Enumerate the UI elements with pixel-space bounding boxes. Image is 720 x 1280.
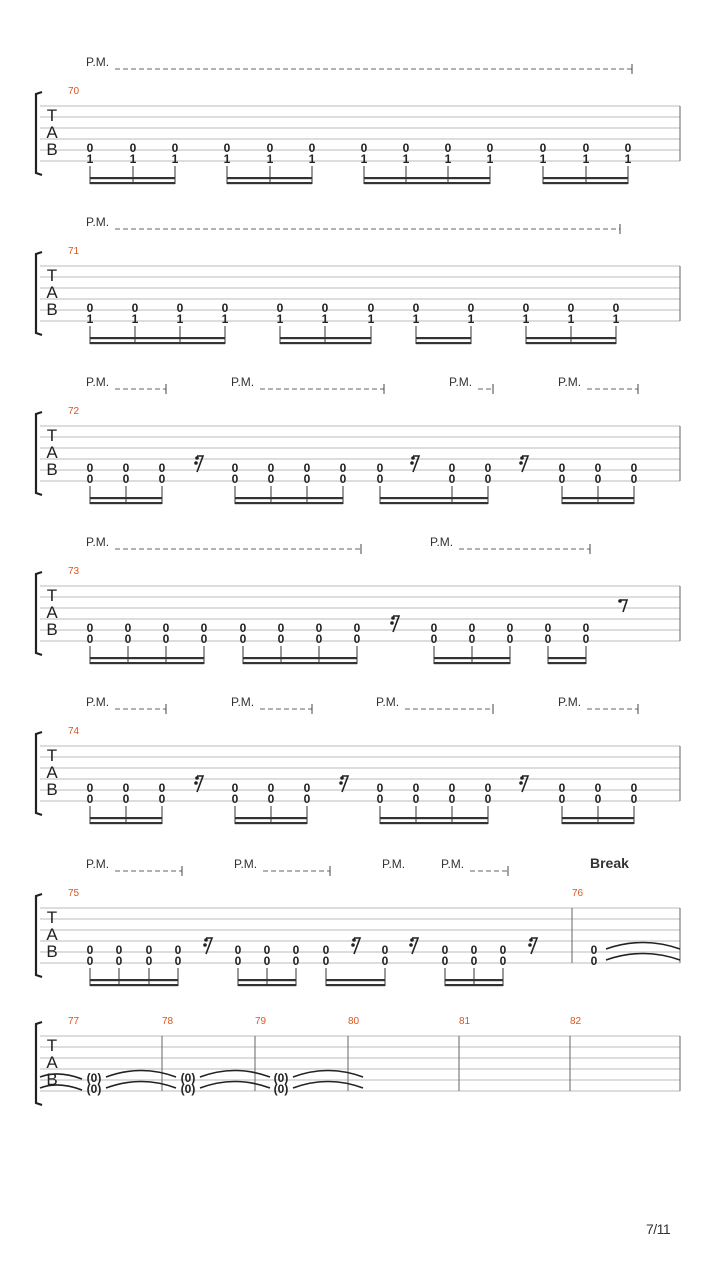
sixteenth-rest-dot2	[351, 943, 355, 947]
tab-clef-letter: T	[46, 266, 58, 285]
tab-clef-letter: T	[46, 746, 58, 765]
palm-mute-label: P.M.	[441, 857, 465, 871]
fret-number: 0	[558, 472, 566, 486]
fret-number: 0	[303, 781, 311, 795]
note-beam-2	[227, 177, 312, 179]
sixteenth-rest-dot2	[339, 781, 343, 785]
fret-number: 0	[292, 943, 300, 957]
note-beam-2	[280, 337, 371, 339]
tab-clef-letter: T	[46, 586, 58, 605]
fret-number: 0	[86, 943, 94, 957]
note-beam-2	[238, 979, 296, 981]
fret-number: 0	[86, 954, 94, 968]
sixteenth-rest-dot2	[203, 943, 207, 947]
fret-number: 0	[624, 141, 632, 155]
note-beam	[380, 822, 488, 824]
sixteenth-rest-dot	[391, 616, 395, 620]
fret-number: 0	[448, 792, 456, 806]
tab-clef-letter: A	[46, 925, 58, 944]
fret-number: 0	[412, 781, 420, 795]
measure-number: 75	[68, 888, 80, 899]
system-bracket	[36, 572, 42, 655]
note-beam-2	[543, 177, 628, 179]
fret-number: 0	[267, 472, 275, 486]
tie-arc	[293, 1071, 363, 1078]
fret-number: 0	[231, 461, 239, 475]
fret-number: 0	[239, 621, 247, 635]
fret-number: 0	[263, 943, 271, 957]
fret-number: 0	[484, 781, 492, 795]
fret-number: 0	[402, 141, 410, 155]
tab-clef-letter: T	[46, 1036, 58, 1055]
fret-number: 0	[444, 141, 452, 155]
fret-number: 0	[544, 632, 552, 646]
tab-clef-letter: B	[46, 1070, 58, 1089]
tab-clef-letter: T	[46, 426, 58, 445]
tie-arc	[293, 1082, 363, 1089]
fret-number: 0	[231, 472, 239, 486]
sixteenth-rest-dot	[410, 938, 414, 942]
fret-number: 0	[131, 301, 139, 315]
fret-number: 1	[276, 312, 284, 326]
fret-number: 0	[484, 461, 492, 475]
fret-number: 0	[122, 461, 130, 475]
fret-number: 0	[200, 621, 208, 635]
fret-number: 1	[402, 152, 410, 166]
fret-number: 0	[484, 792, 492, 806]
fret-number: 1	[223, 152, 231, 166]
note-beam-2	[90, 177, 175, 179]
fret-number: 0	[506, 621, 514, 635]
fret-number: 0	[582, 632, 590, 646]
fret-number: 0	[200, 632, 208, 646]
fret-number: 0	[441, 943, 449, 957]
tab-clef-letter: T	[46, 106, 58, 125]
tie-arc	[106, 1082, 176, 1089]
fret-number: 0	[544, 621, 552, 635]
system-bracket	[36, 894, 42, 977]
fret-number: 0	[353, 632, 361, 646]
tied-fret-number: (0)	[86, 1071, 102, 1085]
fret-number: 1	[582, 152, 590, 166]
tab-clef-letter: B	[46, 140, 58, 159]
fret-number: 0	[486, 141, 494, 155]
fret-number: 0	[594, 472, 602, 486]
fret-number: 0	[582, 141, 590, 155]
fret-number: 0	[630, 792, 638, 806]
tab-clef-letter: A	[46, 1053, 58, 1072]
measure-number: 71	[68, 246, 80, 257]
fret-number: 0	[630, 472, 638, 486]
fret-number: 0	[276, 301, 284, 315]
fret-number: 0	[231, 781, 239, 795]
fret-number: 1	[131, 312, 139, 326]
tie-arc	[200, 1082, 270, 1089]
section-label: Break	[590, 855, 629, 871]
tied-fret-number: (0)	[180, 1071, 196, 1085]
tab-clef-letter: B	[46, 620, 58, 639]
note-beam-2	[235, 817, 307, 819]
sixteenth-rest-dot2	[194, 781, 198, 785]
note-beam-2	[380, 817, 488, 819]
palm-mute-label: P.M.	[234, 857, 258, 871]
palm-mute-label: P.M.	[382, 857, 406, 871]
fret-number: 1	[308, 152, 316, 166]
fret-number: 0	[267, 461, 275, 475]
fret-number: 0	[558, 781, 566, 795]
note-beam-2	[380, 497, 488, 499]
fret-number: 0	[221, 301, 229, 315]
fret-number: 0	[122, 792, 130, 806]
note-beam-2	[526, 337, 616, 339]
measure-number: 79	[255, 1016, 267, 1027]
measure-number: 73	[68, 566, 80, 577]
fret-number: 0	[124, 632, 132, 646]
note-beam-2	[548, 657, 586, 659]
fret-number: 0	[122, 781, 130, 795]
fret-number: 0	[86, 301, 94, 315]
tied-fret-number: (0)	[86, 1082, 102, 1096]
fret-number: 0	[86, 472, 94, 486]
fret-number: 1	[522, 312, 530, 326]
fret-number: 0	[171, 141, 179, 155]
tied-fret-number: (0)	[180, 1082, 196, 1096]
tab-clef-letter: A	[46, 763, 58, 782]
fret-number: 1	[624, 152, 632, 166]
fret-number: 0	[612, 301, 620, 315]
fret-number: 1	[321, 312, 329, 326]
fret-number: 0	[484, 472, 492, 486]
fret-number: 1	[539, 152, 547, 166]
measure-number: 81	[459, 1016, 471, 1027]
fret-number: 0	[162, 632, 170, 646]
fret-number: 0	[129, 141, 137, 155]
fret-number: 0	[499, 954, 507, 968]
note-beam-2	[90, 497, 162, 499]
sixteenth-rest-dot	[204, 938, 208, 942]
fret-number: 1	[86, 152, 94, 166]
palm-mute-label: P.M.	[86, 375, 110, 389]
fret-number: 0	[522, 301, 530, 315]
fret-number: 0	[145, 954, 153, 968]
palm-mute-label: P.M.	[558, 375, 582, 389]
fret-number: 0	[86, 632, 94, 646]
fret-number: 1	[266, 152, 274, 166]
tab-clef-letter: B	[46, 300, 58, 319]
note-beam-2	[434, 657, 510, 659]
measure-number: 72	[68, 406, 80, 417]
note-beam	[445, 984, 503, 986]
palm-mute-label: P.M.	[86, 695, 110, 709]
fret-number: 1	[567, 312, 575, 326]
fret-number: 0	[158, 781, 166, 795]
fret-number: 0	[145, 943, 153, 957]
sixteenth-rest-dot	[195, 456, 199, 460]
fret-number: 0	[567, 301, 575, 315]
fret-number: 0	[115, 954, 123, 968]
fret-number: 0	[360, 141, 368, 155]
fret-number: 0	[412, 792, 420, 806]
fret-number: 0	[124, 621, 132, 635]
fret-number: 0	[430, 621, 438, 635]
fret-number: 0	[239, 632, 247, 646]
sixteenth-rest-dot2	[409, 943, 413, 947]
fret-number: 1	[444, 152, 452, 166]
note-beam	[434, 662, 510, 664]
note-beam	[90, 182, 175, 184]
sixteenth-rest-dot2	[194, 461, 198, 465]
fret-number: 1	[176, 312, 184, 326]
note-beam-2	[243, 657, 357, 659]
palm-mute-label: P.M.	[86, 55, 110, 69]
tie-arc	[200, 1071, 270, 1078]
fret-number: 0	[594, 781, 602, 795]
fret-number: 0	[234, 943, 242, 957]
fret-number: 0	[448, 461, 456, 475]
fret-number: 0	[292, 954, 300, 968]
note-beam-2	[562, 497, 634, 499]
note-beam	[238, 984, 296, 986]
tab-clef-letter: A	[46, 443, 58, 462]
fret-number: 0	[86, 792, 94, 806]
palm-mute-label: P.M.	[231, 695, 255, 709]
eighth-rest-dot	[618, 599, 622, 603]
fret-number: 0	[86, 621, 94, 635]
sixteenth-rest-dot2	[519, 781, 523, 785]
fret-number: 0	[86, 461, 94, 475]
sixteenth-rest-dot2	[528, 943, 532, 947]
measure-number: 82	[570, 1016, 582, 1027]
tied-fret-number: 0	[590, 954, 598, 968]
note-beam	[416, 342, 471, 344]
fret-number: 0	[558, 461, 566, 475]
sixteenth-rest-dot	[411, 456, 415, 460]
fret-number: 1	[86, 312, 94, 326]
system-bracket	[36, 412, 42, 495]
fret-number: 0	[158, 792, 166, 806]
fret-number: 1	[360, 152, 368, 166]
tied-fret-number: 0	[590, 943, 598, 957]
fret-number: 0	[468, 621, 476, 635]
note-beam	[548, 662, 586, 664]
fret-number: 0	[381, 954, 389, 968]
fret-number: 1	[221, 312, 229, 326]
palm-mute-label: P.M.	[86, 857, 110, 871]
system-bracket	[36, 1022, 42, 1105]
fret-number: 0	[277, 621, 285, 635]
note-beam-2	[445, 979, 503, 981]
fret-number: 0	[231, 792, 239, 806]
note-beam-2	[364, 177, 490, 179]
note-beam	[543, 182, 628, 184]
fret-number: 0	[630, 461, 638, 475]
fret-number: 0	[322, 943, 330, 957]
note-beam-2	[235, 497, 343, 499]
fret-number: 0	[381, 943, 389, 957]
note-beam	[562, 822, 634, 824]
tab-clef-letter: A	[46, 123, 58, 142]
system-bracket	[36, 92, 42, 175]
fret-number: 0	[506, 632, 514, 646]
note-beam-2	[562, 817, 634, 819]
note-beam	[90, 502, 162, 504]
fret-number: 0	[303, 461, 311, 475]
note-beam	[243, 662, 357, 664]
fret-number: 0	[470, 943, 478, 957]
note-beam	[562, 502, 634, 504]
tab-clef-letter: A	[46, 603, 58, 622]
palm-mute-label: P.M.	[558, 695, 582, 709]
fret-number: 0	[315, 632, 323, 646]
fret-number: 0	[430, 632, 438, 646]
palm-mute-label: P.M.	[449, 375, 473, 389]
note-beam	[380, 502, 488, 504]
note-beam	[227, 182, 312, 184]
fret-number: 0	[558, 792, 566, 806]
palm-mute-label: P.M.	[86, 535, 110, 549]
fret-number: 1	[486, 152, 494, 166]
sixteenth-rest-dot2	[410, 461, 414, 465]
fret-number: 0	[594, 461, 602, 475]
tab-clef-letter: B	[46, 780, 58, 799]
tie-arc	[606, 954, 680, 961]
note-beam	[326, 984, 385, 986]
fret-number: 0	[303, 792, 311, 806]
measure-number: 74	[68, 726, 80, 737]
fret-number: 0	[86, 141, 94, 155]
palm-mute-label: P.M.	[231, 375, 255, 389]
fret-number: 0	[470, 954, 478, 968]
fret-number: 0	[162, 621, 170, 635]
fret-number: 0	[539, 141, 547, 155]
sixteenth-rest-dot2	[390, 621, 394, 625]
fret-number: 0	[277, 632, 285, 646]
sixteenth-rest-dot	[529, 938, 533, 942]
fret-number: 0	[303, 472, 311, 486]
tab-clef-letter: A	[46, 283, 58, 302]
sixteenth-rest-dot	[352, 938, 356, 942]
sixteenth-rest-dot2	[519, 461, 523, 465]
note-beam-2	[326, 979, 385, 981]
measure-number: 80	[348, 1016, 360, 1027]
note-beam-2	[90, 657, 204, 659]
fret-number: 0	[630, 781, 638, 795]
fret-number: 0	[339, 461, 347, 475]
tie-arc	[606, 943, 680, 950]
tied-fret-number: (0)	[273, 1071, 289, 1085]
fret-number: 1	[367, 312, 375, 326]
system-bracket	[36, 252, 42, 335]
fret-number: 1	[412, 312, 420, 326]
fret-number: 0	[86, 781, 94, 795]
palm-mute-label: P.M.	[86, 215, 110, 229]
measure-number: 78	[162, 1016, 174, 1027]
fret-number: 0	[376, 792, 384, 806]
fret-number: 0	[448, 472, 456, 486]
tied-fret-number: (0)	[273, 1082, 289, 1096]
palm-mute-label: P.M.	[376, 695, 400, 709]
fret-number: 1	[612, 312, 620, 326]
note-beam	[90, 662, 204, 664]
note-beam	[235, 822, 307, 824]
fret-number: 1	[129, 152, 137, 166]
fret-number: 0	[266, 141, 274, 155]
tab-clef-letter: T	[46, 908, 58, 927]
fret-number: 1	[467, 312, 475, 326]
note-beam	[90, 822, 162, 824]
note-beam-2	[416, 337, 471, 339]
tie-arc	[106, 1071, 176, 1078]
sixteenth-rest-dot	[520, 456, 524, 460]
fret-number: 0	[158, 472, 166, 486]
fret-number: 0	[267, 792, 275, 806]
system-bracket	[36, 732, 42, 815]
note-beam-2	[90, 979, 178, 981]
sixteenth-rest-dot	[520, 776, 524, 780]
fret-number: 1	[171, 152, 179, 166]
fret-number: 0	[468, 632, 476, 646]
note-beam-2	[90, 817, 162, 819]
page-indicator: 7/11	[646, 1221, 671, 1237]
sixteenth-rest-dot	[195, 776, 199, 780]
fret-number: 0	[308, 141, 316, 155]
fret-number: 0	[234, 954, 242, 968]
sixteenth-rest-dot	[340, 776, 344, 780]
note-beam	[526, 342, 616, 344]
fret-number: 0	[122, 472, 130, 486]
note-beam	[235, 502, 343, 504]
measure-number: 70	[68, 86, 80, 97]
fret-number: 0	[322, 954, 330, 968]
fret-number: 0	[441, 954, 449, 968]
fret-number: 0	[339, 472, 347, 486]
fret-number: 0	[376, 461, 384, 475]
fret-number: 0	[499, 943, 507, 957]
fret-number: 0	[174, 954, 182, 968]
fret-number: 0	[353, 621, 361, 635]
note-beam	[90, 342, 225, 344]
measure-number: 77	[68, 1016, 80, 1027]
fret-number: 0	[376, 781, 384, 795]
fret-number: 0	[448, 781, 456, 795]
fret-number: 0	[467, 301, 475, 315]
fret-number: 0	[176, 301, 184, 315]
tab-clef-letter: B	[46, 460, 58, 479]
fret-number: 0	[594, 792, 602, 806]
note-beam-2	[90, 337, 225, 339]
fret-number: 0	[158, 461, 166, 475]
fret-number: 0	[582, 621, 590, 635]
note-beam	[90, 984, 178, 986]
fret-number: 0	[223, 141, 231, 155]
fret-number: 0	[412, 301, 420, 315]
fret-number: 0	[263, 954, 271, 968]
fret-number: 0	[376, 472, 384, 486]
palm-mute-label: P.M.	[430, 535, 454, 549]
fret-number: 0	[267, 781, 275, 795]
fret-number: 0	[315, 621, 323, 635]
tab-clef-letter: B	[46, 942, 58, 961]
fret-number: 0	[115, 943, 123, 957]
measure-number: 76	[572, 888, 584, 899]
note-beam	[364, 182, 490, 184]
fret-number: 0	[367, 301, 375, 315]
fret-number: 0	[174, 943, 182, 957]
fret-number: 0	[321, 301, 329, 315]
note-beam	[280, 342, 371, 344]
